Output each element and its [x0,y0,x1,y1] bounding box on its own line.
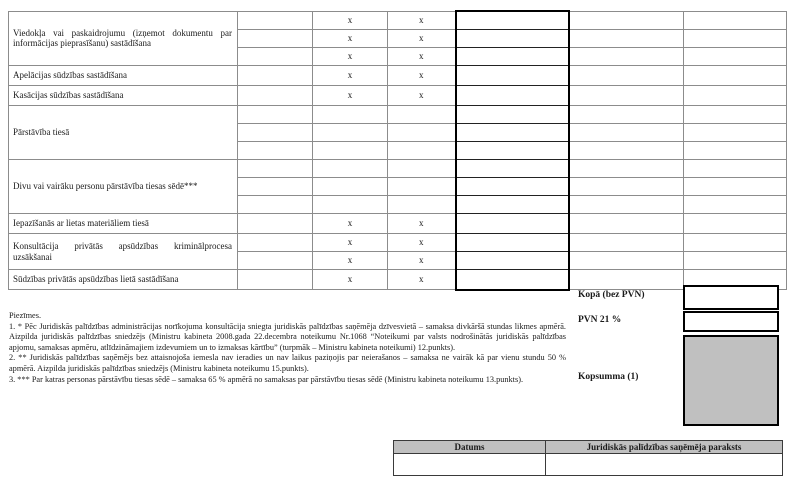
empty-cell [313,124,388,142]
table-row [9,11,787,30]
signature-table [393,440,783,476]
table-row [9,106,787,124]
empty-cell [684,252,787,270]
empty-cell [569,234,684,252]
empty-cell [684,66,787,86]
empty-cell [569,11,684,30]
empty-cell [569,196,684,214]
fill-box-cell [456,178,569,196]
empty-cell [238,178,313,196]
signature-input-row [394,454,783,476]
empty-cell [684,11,787,30]
fill-box-cell [456,86,569,106]
empty-cell [238,66,313,86]
mark-cell: x [388,86,456,106]
date-cell [394,454,546,476]
service-label: Konsultācija privātās apsūdzības kriminālprocesa uzsākšanai [9,234,238,270]
service-label: Iepazīšanās ar lietas materiāliem tiesā [9,214,238,234]
table-row [9,270,787,290]
service-label: Pārstāvība tiesā [9,106,238,160]
vat-amount-box [683,311,779,332]
mark-cell: x [313,214,388,234]
empty-cell [569,142,684,160]
mark-cell: x [388,48,456,66]
empty-cell [313,196,388,214]
empty-cell [238,234,313,252]
fill-box-cell [456,252,569,270]
empty-cell [684,234,787,252]
empty-cell [684,30,787,48]
service-label: Divu vai vairāku personu pārstāvība tiesas sēdē*** [9,160,238,214]
empty-cell [238,106,313,124]
empty-cell [569,30,684,48]
signature-cell [546,454,783,476]
empty-cell [388,142,456,160]
empty-cell [684,86,787,106]
total-excl-vat-box [683,285,779,310]
mark-cell: x [388,270,456,290]
note-item: 1. * Pēc Juridiskās palīdzības administrācijas norīkojuma konsultācija sniegta juridiskās palīdzības saņēmēja dzīvesvietā – samaksa divkāršā stundas likmes apmērā. Aizpilda juridiskās palīdzības sniedzējs (Ministru kabineta 2008.gada 22.decembra noteikumu Nr.1068 “Noteikumi par valsts nodrošinātās juridiskās palīdzības apjomu, samaksas apmēru, atlīdzināmajiem izdevumiem un to izmaksas kārtību” (turpmāk – Ministru kabineta noteikumi) 12.punkts). [9,321,566,352]
empty-cell [238,214,313,234]
empty-cell [569,270,684,290]
empty-cell [313,160,388,178]
empty-cell [569,48,684,66]
grand-total-box [683,335,779,426]
empty-cell [238,11,313,30]
mark-cell: x [388,11,456,30]
empty-cell [569,160,684,178]
date-header: Datums [394,441,546,454]
grand-total-label: Kopsumma (1) [578,372,639,382]
service-label: Sūdzības privātās apsūdzības lietā sastādīšana [9,270,238,290]
table-row [9,214,787,234]
empty-cell [238,160,313,178]
empty-cell [313,142,388,160]
mark-cell: x [313,234,388,252]
mark-cell: x [313,86,388,106]
empty-cell [238,124,313,142]
empty-cell [684,196,787,214]
empty-cell [684,214,787,234]
empty-cell [569,214,684,234]
empty-cell [238,142,313,160]
mark-cell: x [388,252,456,270]
mark-cell: x [313,66,388,86]
note-item: 3. *** Par katras personas pārstāvību tiesas sēdē – samaksa 65 % apmērā no samaksas par pārstāvību tiesas sēdē (Ministru kabineta noteikumu 13.punkts). [9,374,524,384]
empty-cell [313,178,388,196]
service-label: Apelācijas sūdzības sastādīšana [9,66,238,86]
fill-box-cell [456,30,569,48]
empty-cell [238,270,313,290]
mark-cell: x [313,252,388,270]
fill-box-cell [456,160,569,178]
mark-cell: x [313,30,388,48]
notes-heading: Piezīmes. [9,311,42,320]
mark-cell: x [313,48,388,66]
signature-header-row [394,441,783,454]
fill-box-cell [456,142,569,160]
table-row [9,86,787,106]
note-item: 2. ** Juridiskās palīdzības saņēmējs bez attaisnojoša iemesla nav ieradies un nav laikus paziņojis par neierašanos – samaksa ne vairāk kā par vienu stundu 50 % apmērā. Aizpilda juridiskās palīdzības sniedzējs (Ministru kabineta noteikumu 15.punkts). [9,353,566,373]
mark-cell: x [313,270,388,290]
fill-box-cell [456,66,569,86]
empty-cell [684,48,787,66]
empty-cell [569,106,684,124]
empty-cell [684,178,787,196]
table-row [9,234,787,252]
empty-cell [238,196,313,214]
service-table [8,10,787,291]
service-label: Kasācijas sūdzības sastādīšana [9,86,238,106]
fill-box-cell [456,196,569,214]
empty-cell [238,252,313,270]
fill-box-cell [456,106,569,124]
notes-section [9,311,566,385]
empty-cell [238,48,313,66]
mark-cell: x [388,66,456,86]
fill-box-cell [456,48,569,66]
empty-cell [238,86,313,106]
fill-box-cell [456,11,569,30]
empty-cell [313,106,388,124]
empty-cell [388,196,456,214]
empty-cell [569,124,684,142]
mark-cell: x [388,234,456,252]
empty-cell [684,106,787,124]
table-row [9,66,787,86]
signature-header: Juridiskās palīdzības saņēmēja paraksts [546,441,783,454]
empty-cell [684,142,787,160]
mark-cell: x [313,11,388,30]
empty-cell [569,252,684,270]
empty-cell [569,86,684,106]
service-label: Viedokļa vai paskaidrojumu (izņemot dokumentu par informācijas pieprasīšanu) sastādīšana [9,11,238,66]
vat-label: PVN 21 % [578,315,622,325]
fill-box-cell [456,124,569,142]
empty-cell [684,124,787,142]
table-row [9,160,787,178]
fill-box-cell [456,214,569,234]
mark-cell: x [388,30,456,48]
empty-cell [388,160,456,178]
empty-cell [684,160,787,178]
mark-cell: x [388,214,456,234]
empty-cell [569,66,684,86]
total-excl-vat-label: Kopā (bez PVN) [578,290,645,300]
empty-cell [388,178,456,196]
empty-cell [569,178,684,196]
empty-cell [388,124,456,142]
empty-cell [388,106,456,124]
fill-box-cell [456,234,569,252]
empty-cell [238,30,313,48]
fill-box-cell [456,270,569,290]
